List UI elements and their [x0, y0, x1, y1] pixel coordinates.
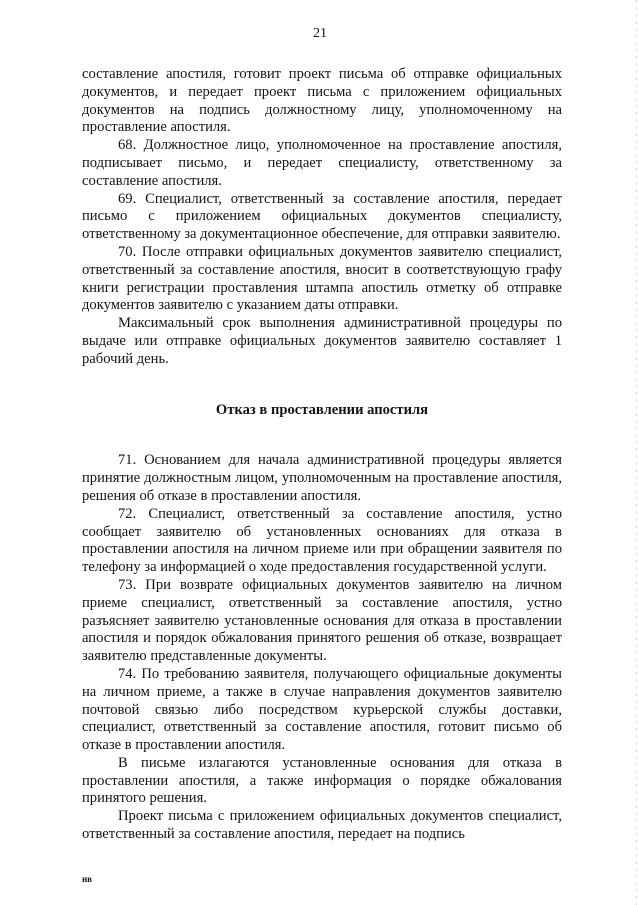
- section-title: Отказ в проставлении апостиля: [215, 401, 429, 418]
- paragraph-71: 71. Основанием для начала административной процедуры является принятие должностным лицом, уполномоченным на проставление апостиля, решения об отказе в проставлении апостиля.: [82, 452, 562, 504]
- paragraph-73: 73. При возврате официальных документов заявителю на личном приеме специалист, ответственный за составление апостиля, устно разъясняет заявителю установленные основания для отказа в проставлении апостиля и порядок обжалования принятого решения об отказе, возвращает заявителю представленные документы.: [82, 576, 562, 665]
- paragraph-letter-content: В письме излагаются установленные основания для отказа в проставлении апостиля, а также информация о порядке обжалования принятого решения.: [82, 754, 562, 807]
- footer-mark: нв: [82, 874, 93, 884]
- paragraph-letter-draft: Проект письма с приложением официальных документов специалист, ответственный за составление апостиля, передает на подпись: [82, 808, 562, 843]
- scan-edge: [636, 0, 637, 905]
- page-number: 21: [313, 26, 327, 41]
- document-body: [82, 66, 562, 844]
- paragraph-68: 68. Должностное лицо, уполномоченное на проставление апостиля, подписывает письмо, и передает специалисту, ответственному за составление апостиля.: [82, 137, 562, 189]
- paragraph-max-term: Максимальный срок выполнения административной процедуры по выдаче или отправке официальных документов заявителю составляет 1 рабочий день.: [82, 315, 562, 367]
- paragraph-74: 74. По требованию заявителя, получающего официальные документы на личном приеме, а также в случае направления документов заявителю почтовой связью либо посредством курьерской службы доставки, специалист, ответственный за составление апостиля, готовит письмо об отказе в проставлении апостиля.: [82, 665, 562, 754]
- paragraph-70: 70. После отправки официальных документов заявителю специалист, ответственный за составление апостиля, вносит в соответствующую графу книги регистрации проставления штампа апостиль отметку об отправке документов заявителю с указанием даты отправки.: [82, 243, 562, 314]
- paragraph-69: 69. Специалист, ответственный за составление апостиля, передает письмо с приложением официальных документов специалисту, ответственному за документационное обеспечение, для отправки заявителю.: [82, 190, 562, 243]
- paragraph-continuation: составление апостиля, готовит проект письма об отправке официальных документов, и передает проект письма с приложением официальных документов на подпись должностному лицу, уполномоченному на проставление апостиля.: [82, 66, 562, 136]
- paragraph-72: 72. Специалист, ответственный за составление апостиля, устно сообщает заявителю об установленных основаниях для отказа в проставлении апостиля на личном приеме или при обращении заявителя по телефону за информацией о ходе предоставления государственной услуги.: [82, 505, 562, 576]
